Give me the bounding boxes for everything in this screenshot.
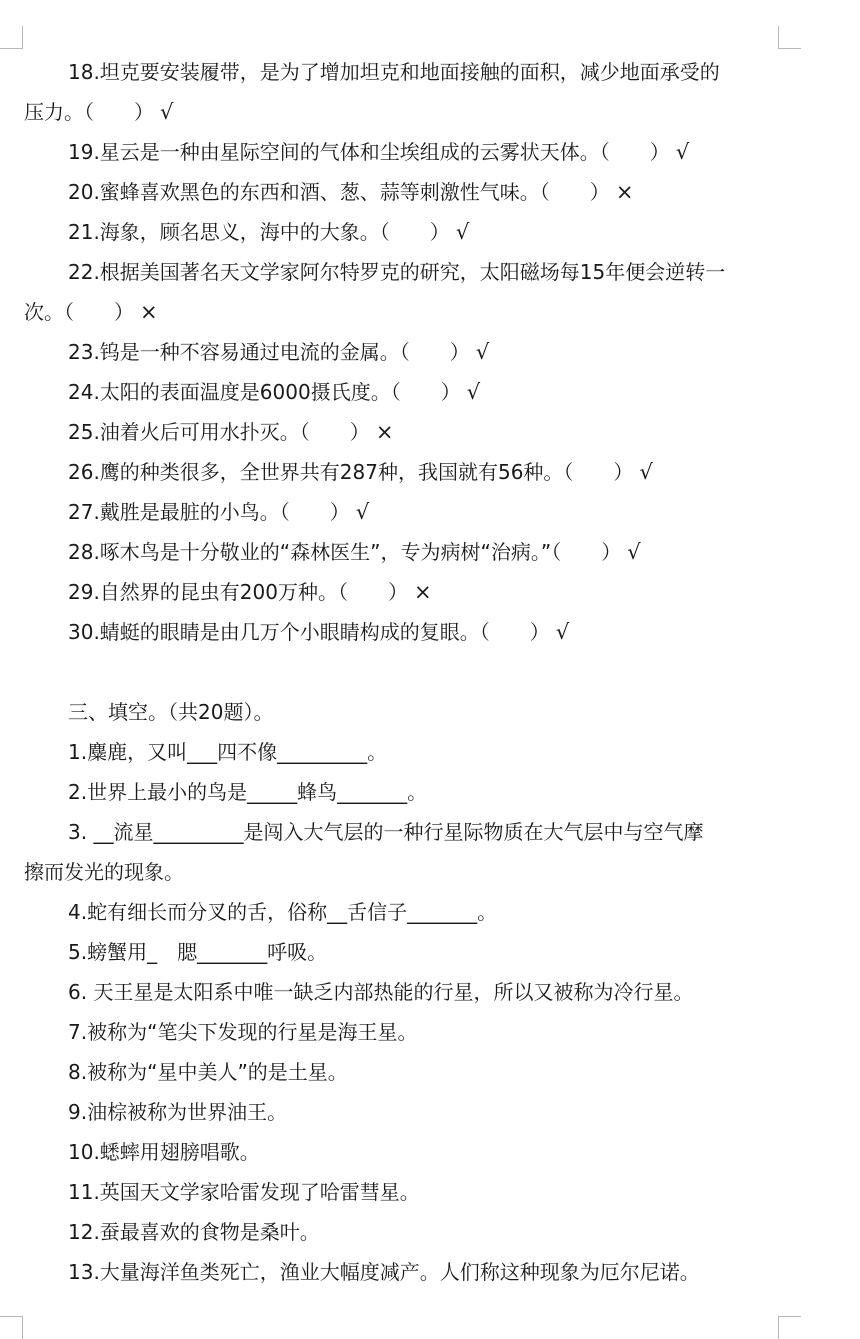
question-text: 13.大量海洋鱼类死亡，渔业大幅度减产。人们称这种现象为厄尔尼诺。 <box>68 1260 700 1284</box>
fill-blank-question <box>24 1052 784 1092</box>
fill-blank-question <box>24 1212 784 1252</box>
question-text: 9.油棕被称为世界油王。 <box>68 1100 288 1124</box>
check-mark-answer: √ <box>466 380 481 404</box>
fill-blank-question <box>24 892 784 932</box>
check-mark-answer: √ <box>355 500 370 524</box>
question-text: 12.蚕最喜欢的食物是桑叶。 <box>68 1220 320 1244</box>
cross-mark-answer: × <box>140 300 158 324</box>
fill-blank-heading: 三、填空。（共20题）。 <box>68 700 274 724</box>
question-text: 压力。（ ） <box>24 100 154 124</box>
true-false-question <box>24 532 784 572</box>
document-page <box>24 52 784 1292</box>
check-mark-answer: √ <box>555 620 570 644</box>
fill-blank-question <box>24 1092 784 1132</box>
question-text: 2.世界上最小的鸟是_____蜂鸟_______。 <box>68 780 428 804</box>
check-mark-answer: √ <box>455 220 470 244</box>
question-text: 5.螃蟹用_ 腮_______呼吸。 <box>68 940 328 964</box>
true-false-question <box>24 252 784 332</box>
cross-mark-answer: × <box>375 420 394 444</box>
true-false-question <box>24 52 784 132</box>
question-text: 21.海象，顾名思义，海中的大象。（ ） <box>68 220 450 244</box>
cross-mark-answer: × <box>615 180 634 204</box>
true-false-question <box>24 132 784 172</box>
question-text: 30.蜻蜓的眼睛是由几万个小眼睛构成的复眼。（ ） <box>68 620 550 644</box>
question-text: 19.星云是一种由星际空间的气体和尘埃组成的云雾状天体。（ ） <box>68 140 670 164</box>
question-text: 1.麋鹿，又叫___四不像_________。 <box>68 740 388 764</box>
fill-blank-question <box>24 972 784 1012</box>
question-text: 23.钨是一种不容易通过电流的金属。（ ） <box>68 340 470 364</box>
fill-blank-section <box>24 732 784 1292</box>
page-corner-mark-top-left <box>0 26 23 49</box>
question-text: 3. __流星_________是闯入大气层的一种行星际物质在大气层中与空气摩 <box>68 820 704 844</box>
fill-blank-question <box>24 1012 784 1052</box>
question-text: 7.被称为“笔尖下发现的行星是海王星。 <box>68 1020 418 1044</box>
fill-blank-question <box>24 772 784 812</box>
check-mark-answer: √ <box>639 460 653 484</box>
true-false-question <box>24 572 784 612</box>
question-text: 8.被称为“星中美人”的是土星。 <box>68 1060 348 1084</box>
fill-blank-question <box>24 932 784 972</box>
check-mark-answer: √ <box>627 540 641 564</box>
question-text: 22.根据美国著名天文学家阿尔特罗克的研究，太阳磁场每15年便会逆转一 <box>68 260 726 284</box>
true-false-question <box>24 212 784 252</box>
question-text: 擦而发光的现象。 <box>24 860 184 884</box>
question-text: 次。（ ） <box>24 300 134 324</box>
question-text: 20.蜜蜂喜欢黑色的东西和酒、葱、蒜等刺激性气味。（ ） <box>68 180 610 204</box>
true-false-question <box>24 332 784 372</box>
page-corner-mark-top-right <box>778 26 801 49</box>
fill-blank-question <box>24 1172 784 1212</box>
question-text: 26.鹰的种类很多，全世界共有287种，我国就有56种。（ ） <box>68 460 634 484</box>
question-text: 6. 天王星是太阳系中唯一缺乏内部热能的行星，所以又被称为冷行星。 <box>68 980 694 1004</box>
question-text: 25.油着火后可用水扑灭。（ ） <box>68 420 370 444</box>
question-text: 11.英国天文学家哈雷发现了哈雷彗星。 <box>68 1180 420 1204</box>
true-false-question <box>24 172 784 212</box>
cross-mark-answer: × <box>413 580 432 604</box>
check-mark-answer: √ <box>675 140 690 164</box>
fill-blank-question <box>24 812 784 892</box>
true-false-question <box>24 452 784 492</box>
question-text: 28.啄木鸟是十分敬业的“森林医生”，专为病树“治病。”（ ） <box>68 540 622 564</box>
check-mark-answer: √ <box>160 100 174 124</box>
question-text: 29.自然界的昆虫有200万种。（ ） <box>68 580 408 604</box>
true-false-question <box>24 412 784 452</box>
question-text: 18.坦克要安装履带，是为了增加坦克和地面接触的面积，减少地面承受的 <box>68 60 720 84</box>
question-text: 10.蟋蟀用翅膀唱歌。 <box>68 1140 260 1164</box>
fill-blank-question <box>24 1132 784 1172</box>
true-false-section <box>24 52 784 652</box>
question-text: 24.太阳的表面温度是6000摄氏度。（ ） <box>68 380 461 404</box>
check-mark-answer: √ <box>475 340 490 364</box>
fill-blank-question <box>24 1252 784 1292</box>
true-false-question <box>24 492 784 532</box>
true-false-question <box>24 372 784 412</box>
fill-blank-question <box>24 732 784 772</box>
question-text: 4.蛇有细长而分叉的舌，俗称__舌信子_______。 <box>68 900 498 924</box>
question-text: 27.戴胜是最脏的小鸟。（ ） <box>68 500 350 524</box>
section-spacer <box>24 652 784 692</box>
true-false-question <box>24 612 784 652</box>
